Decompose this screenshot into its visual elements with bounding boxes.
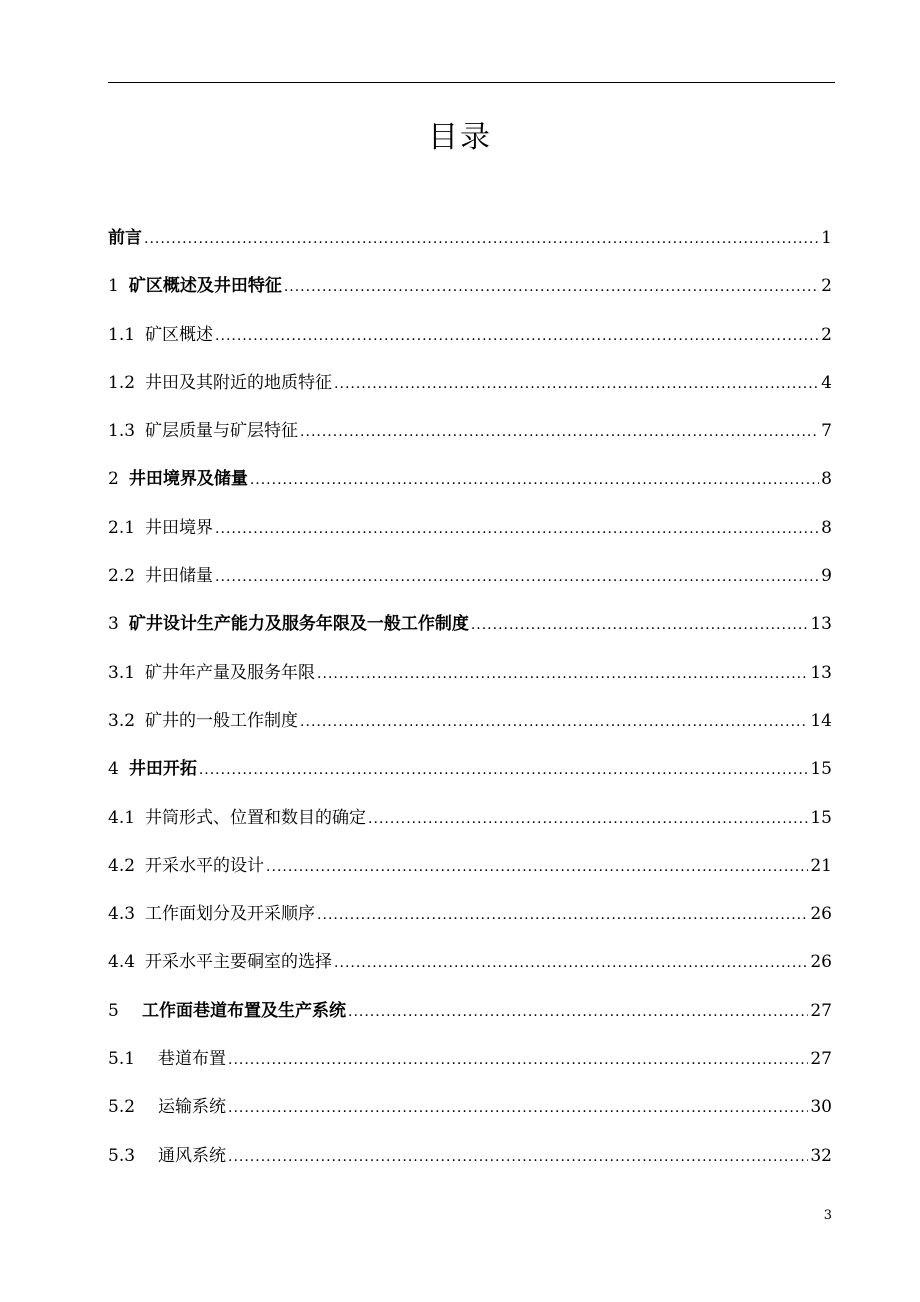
toc-entry-1-3[interactable] — [108, 407, 832, 455]
toc-leader-dots — [317, 650, 808, 698]
toc-entry-page: 7 — [821, 421, 832, 442]
toc-entry-label: 巷道布置 — [158, 1049, 226, 1070]
toc-leader-dots — [228, 1036, 808, 1084]
toc-entry-page: 32 — [810, 1145, 832, 1166]
toc-entry-1-2[interactable] — [108, 359, 832, 407]
toc-leader-dots — [284, 263, 819, 311]
toc-entry-number: 5 — [108, 1000, 119, 1021]
toc-entry-label: 井田储量 — [145, 566, 214, 587]
toc-entry-label: 工作面划分及开采顺序 — [145, 904, 316, 925]
toc-entry-4-4[interactable] — [108, 938, 832, 986]
toc-entry-2-2[interactable] — [108, 552, 832, 600]
toc-leader-dots — [334, 360, 819, 408]
toc-entry-label: 前言 — [108, 228, 142, 248]
page-title: 目录 — [428, 120, 492, 155]
toc-entry-3-2[interactable] — [108, 697, 832, 745]
toc-entry-5[interactable] — [108, 987, 832, 1035]
toc-entry-label: 井田及其附近的地质特征 — [145, 372, 333, 393]
toc-leader-dots — [471, 601, 809, 649]
toc-entry-page: 9 — [821, 566, 832, 587]
toc-leader-dots — [199, 746, 809, 794]
toc-entry-number: 2 — [108, 469, 119, 490]
header-rule — [108, 82, 835, 83]
toc-entry-label: 矿区概述及井田特征 — [128, 276, 282, 297]
toc-entry-page: 8 — [821, 517, 832, 538]
toc-entry-page: 8 — [821, 469, 832, 490]
toc-entry-page: 1 — [821, 228, 832, 248]
toc-entry-3-1[interactable] — [108, 649, 832, 697]
toc-entry-number: 4.2 — [108, 855, 136, 876]
toc-leader-dots — [215, 553, 819, 601]
toc-entry-number: 3.2 — [108, 710, 136, 731]
toc-leader-dots — [300, 698, 808, 746]
toc-entry-number: 2.2 — [108, 566, 136, 587]
toc-entry-label: 开采水平的设计 — [145, 855, 265, 876]
toc-entry-number: 4.3 — [108, 904, 136, 925]
toc-entry-page: 4 — [821, 372, 832, 393]
toc-entry-label: 井田境界 — [145, 517, 214, 538]
toc-entry-label: 通风系统 — [158, 1145, 226, 1166]
toc-entry-number: 5.3 — [108, 1145, 136, 1166]
toc-entry-page: 27 — [810, 1000, 832, 1021]
toc-leader-dots — [228, 1084, 808, 1132]
toc-entry-number: 2.1 — [108, 517, 136, 538]
toc-entry-page: 26 — [810, 904, 832, 925]
toc-leader-dots — [348, 988, 808, 1036]
toc-entry-page: 26 — [810, 952, 832, 973]
toc-leader-dots — [144, 215, 819, 263]
toc-entry-1[interactable] — [108, 262, 832, 310]
toc-entry-number: 4 — [108, 759, 119, 780]
toc-leader-dots — [266, 843, 808, 891]
toc-entry-page: 27 — [810, 1049, 832, 1070]
toc-entry-label: 井筒形式、位置和数目的确定 — [145, 807, 367, 828]
toc-entry-preface[interactable] — [108, 214, 832, 262]
toc-entry-5-3[interactable] — [108, 1132, 832, 1180]
toc-entry-number: 5.1 — [108, 1049, 136, 1070]
toc-entry-5-1[interactable] — [108, 1035, 832, 1083]
toc-entry-page: 15 — [810, 807, 832, 828]
toc-entry-label: 井田境界及储量 — [128, 469, 248, 490]
toc-entry-number: 4.4 — [108, 952, 136, 973]
toc-leader-dots — [368, 795, 808, 843]
toc-entry-number: 1.3 — [108, 421, 136, 442]
toc-entry-label: 矿区概述 — [145, 324, 214, 345]
toc-leader-dots — [215, 505, 819, 553]
toc-entry-label: 矿层质量与矿层特征 — [145, 421, 299, 442]
toc-entry-label: 运输系统 — [158, 1097, 226, 1118]
toc-leader-dots — [300, 408, 819, 456]
toc-entry-label: 井田开拓 — [128, 759, 197, 780]
toc-entry-number: 1.1 — [108, 324, 136, 345]
toc-entry-page: 13 — [810, 614, 832, 635]
toc-entry-2[interactable] — [108, 455, 832, 503]
toc-entry-5-2[interactable] — [108, 1083, 832, 1131]
toc-leader-dots — [215, 312, 819, 360]
page-number: 3 — [823, 1208, 832, 1223]
toc-entry-4-3[interactable] — [108, 890, 832, 938]
toc-leader-dots — [317, 891, 808, 939]
toc-entry-page: 15 — [810, 759, 832, 780]
toc-entry-page: 30 — [810, 1097, 832, 1118]
toc-entry-number: 3 — [108, 614, 119, 635]
toc-leader-dots — [250, 456, 819, 504]
toc-entry-page: 2 — [821, 324, 832, 345]
toc-entry-4-2[interactable] — [108, 842, 832, 890]
toc-entry-page: 2 — [821, 276, 832, 297]
toc-entry-3[interactable] — [108, 600, 832, 648]
toc-entry-label: 矿井年产量及服务年限 — [145, 662, 316, 683]
toc-entry-number: 5.2 — [108, 1097, 136, 1118]
toc-leader-dots — [334, 939, 808, 987]
toc-entry-page: 13 — [810, 662, 832, 683]
toc-entry-number: 1 — [108, 276, 119, 297]
toc-entry-label: 开采水平主要硐室的选择 — [145, 952, 333, 973]
toc-entry-4-1[interactable] — [108, 794, 832, 842]
toc-leader-dots — [228, 1133, 808, 1181]
toc-entry-label: 矿井的一般工作制度 — [145, 710, 299, 731]
toc-entry-number: 4.1 — [108, 807, 136, 828]
toc-entry-label: 工作面巷道布置及生产系统 — [142, 1000, 346, 1021]
toc-entry-page: 14 — [810, 710, 832, 731]
toc-entry-4[interactable] — [108, 745, 832, 793]
table-of-contents — [108, 214, 832, 1180]
toc-entry-page: 21 — [810, 855, 832, 876]
toc-entry-number: 1.2 — [108, 372, 136, 393]
toc-entry-2-1[interactable] — [108, 504, 832, 552]
toc-entry-number: 3.1 — [108, 662, 136, 683]
toc-entry-1-1[interactable] — [108, 311, 832, 359]
toc-entry-label: 矿井设计生产能力及服务年限及一般工作制度 — [128, 614, 469, 635]
